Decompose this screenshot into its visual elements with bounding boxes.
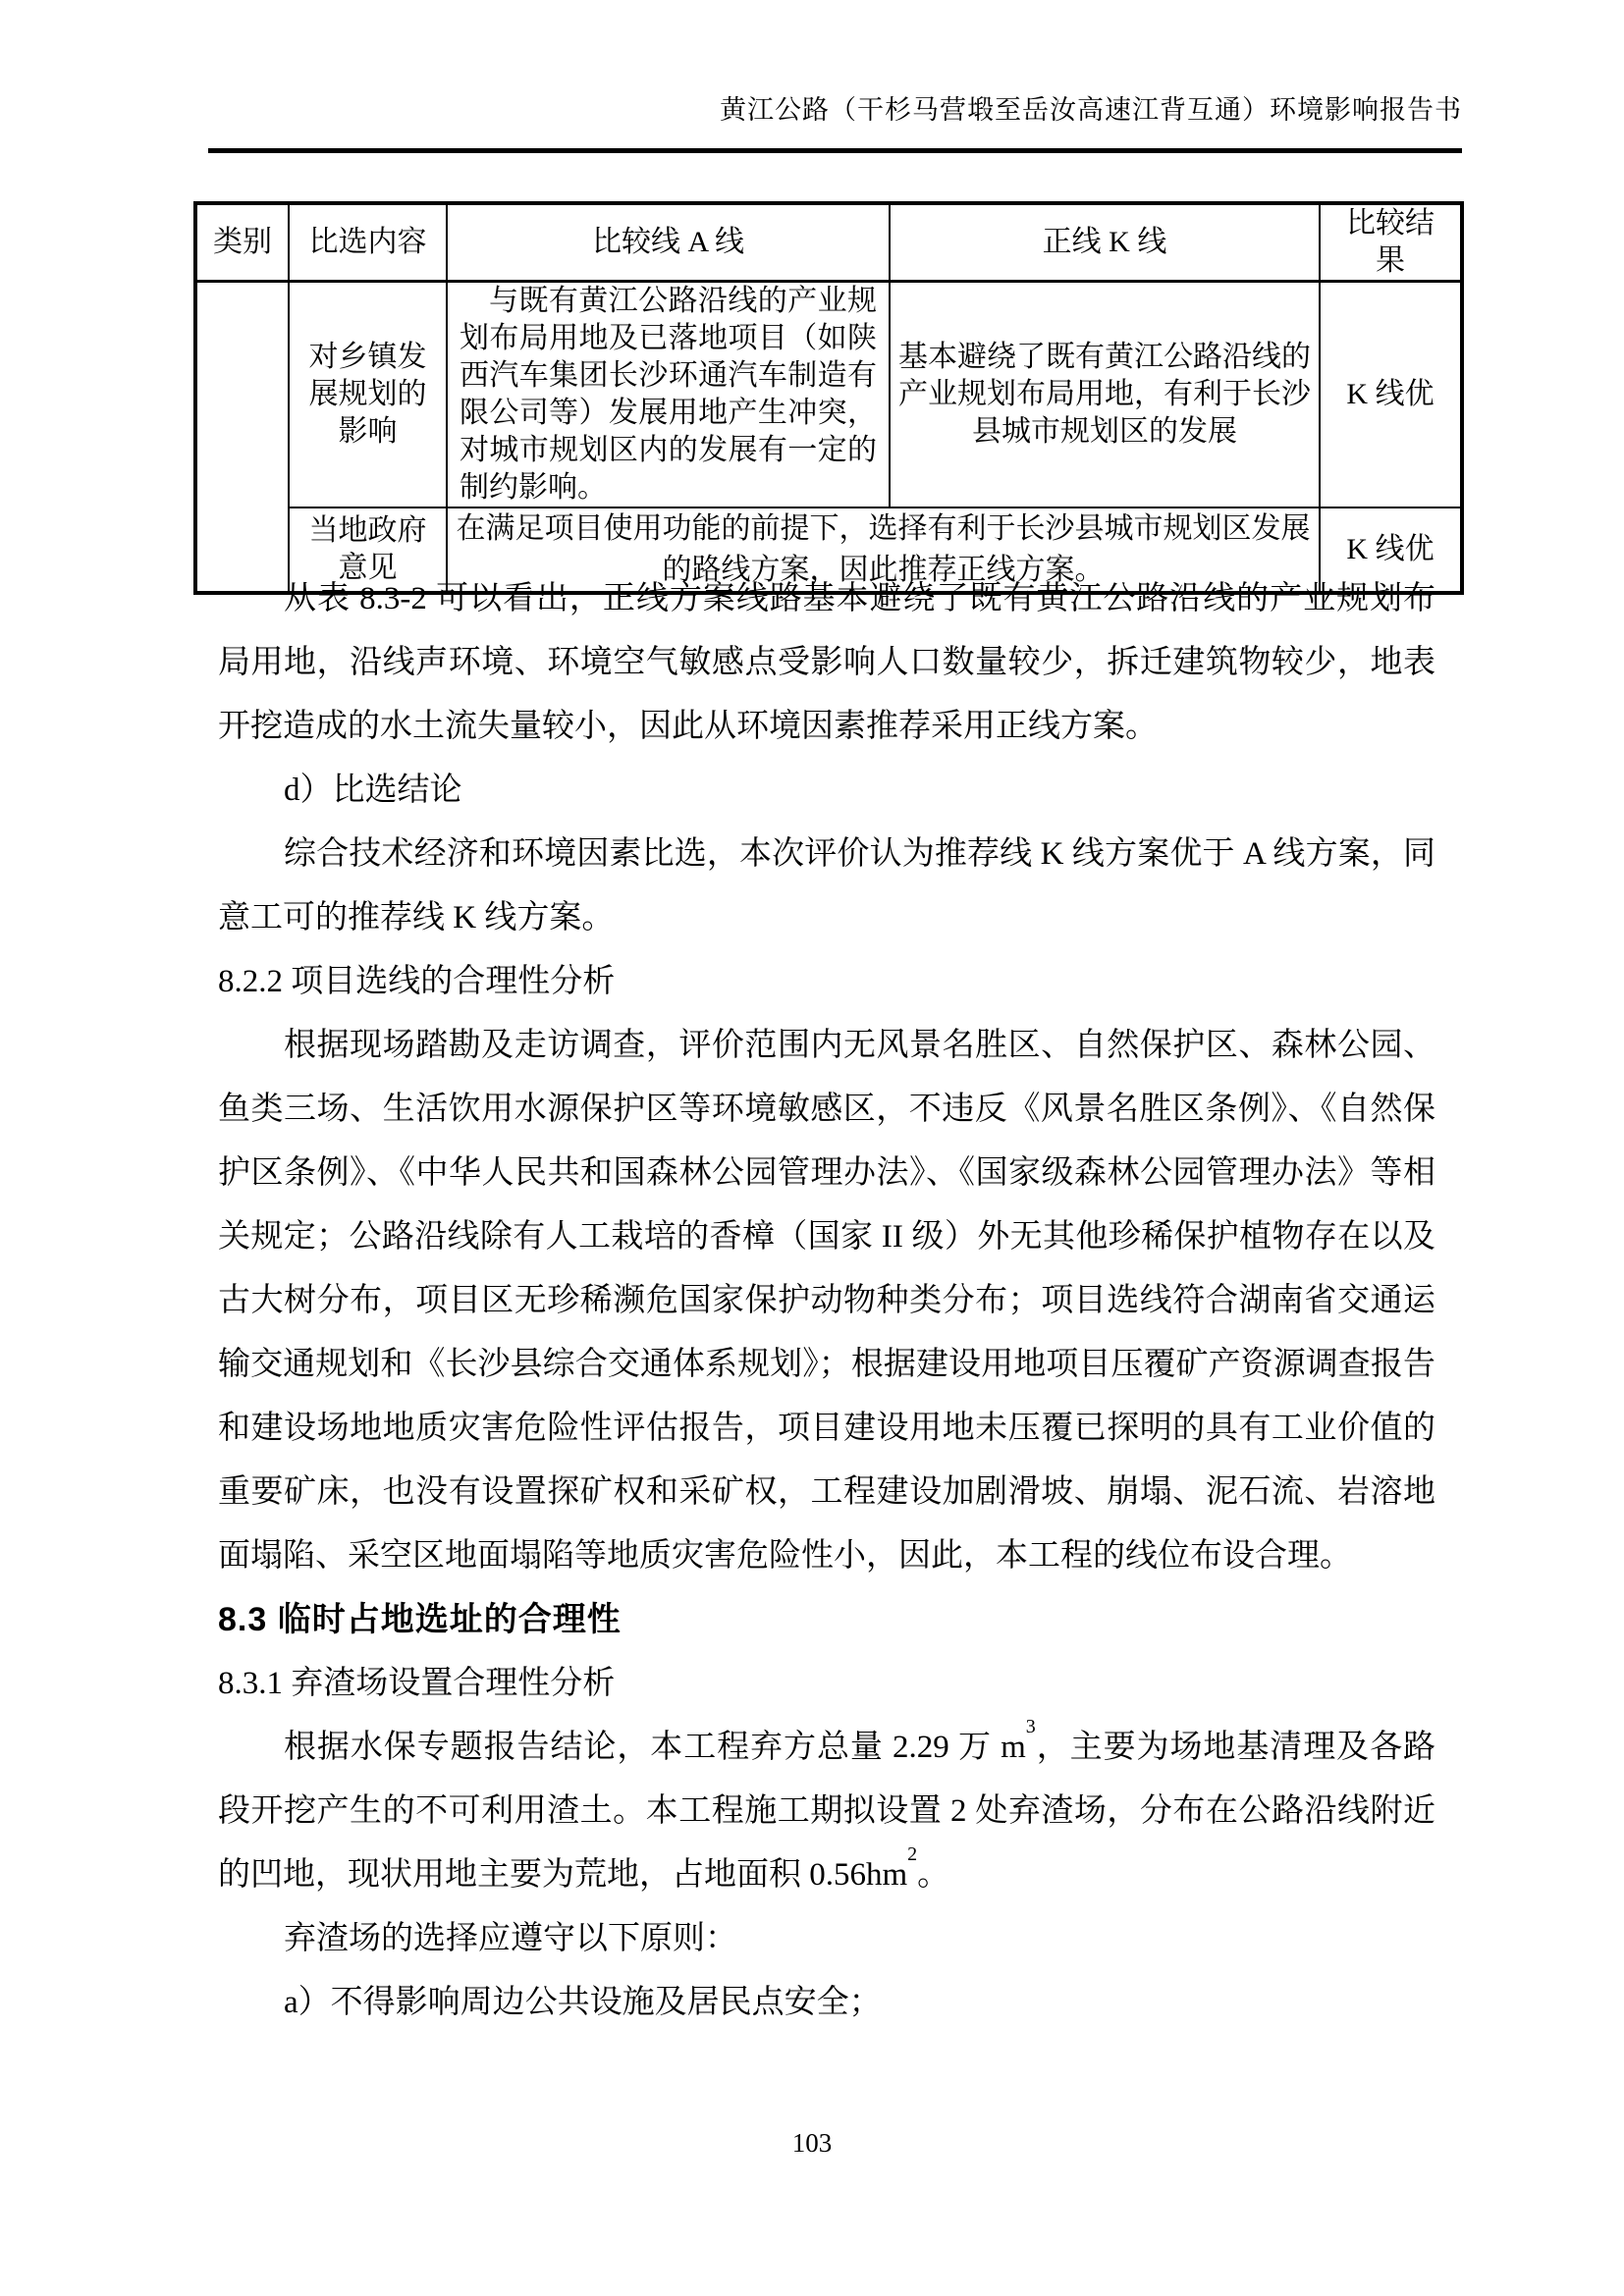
decision-cell: 在满足项目使用功能的前提下，选择有利于长沙县城市规划区发展的路线方案，因此推荐正线方案。 xyxy=(447,507,1320,593)
heading-8-3-1: 8.3.1 弃渣场设置合理性分析 xyxy=(218,1666,616,1701)
page-number: 103 xyxy=(791,2128,833,2158)
paragraph-table-summary: 从表 8.3-2 可以看出，正线方案线路基本避绕了既有黄江公路沿线的产业规划布局用地，沿线声环境、环境空气敏感点受影响人口数量较少，拆迁建筑物较少，地表开挖造成的水土流失量较小，因此从环境因素推荐采用正线方案。 xyxy=(218,581,1435,744)
header-rule xyxy=(208,148,1462,153)
spoil-text-3: 。 xyxy=(917,1857,950,1893)
spoil-text-1: 根据水保专题报告结论，本工程弃方总量 2.29 万 m xyxy=(284,1730,1026,1765)
paragraph-item-d: d）比选结论 xyxy=(284,773,462,808)
result-cell: K 线优 xyxy=(1320,507,1462,593)
heading-8-3: 8.3 临时占地选址的合理性 xyxy=(218,1601,622,1638)
category-cell xyxy=(195,282,289,594)
line-k-cell: 基本避绕了既有黄江公路沿线的产业规划布局用地，有利于长沙县城市规划区的发展 xyxy=(890,282,1320,508)
page-header xyxy=(208,88,1462,127)
body-text xyxy=(218,567,1435,2035)
superscript-square: 2 xyxy=(907,1843,918,1865)
item-cell: 当地政府意见 xyxy=(289,507,447,593)
col-header-line-a: 比较线 A 线 xyxy=(447,203,890,282)
paragraph-route-analysis: 根据现场踏勘及走访调查，评价范围内无风景名胜区、自然保护区、森林公园、鱼类三场、生活饮用水源保护区等环境敏感区，不违反《风景名胜区条例》、《自然保护区条例》、《中华人民共和国森林公园管理办法》、《国家级森林公园管理办法》等相关规定；公路沿线除有人工栽培的香樟（国家 II 级）外无其他珍稀保护植物存在以及古大树分布，项目区无珍稀濒危国家保护动物种类分布；项目选线符合湖南省交通运输交通规划和《长沙县综合交通体系规划》；根据建设用地项目压覆矿产资源调查报告和建设场地地质灾害危险性评估报告，项目建设用地未压覆已探明的具有工业价值的重要矿床，也没有设置探矿权和采矿权，工程建设加剧滑坡、崩塌、泥石流、岩溶地面塌陷、采空区地面塌陷等地质灾害危险性小，因此，本工程的线位布设合理。 xyxy=(218,1028,1435,1574)
heading-8-2-2: 8.2.2 项目选线的合理性分析 xyxy=(218,964,616,999)
table-header-row xyxy=(195,203,1462,282)
line-a-cell: 与既有黄江公路沿线的产业规划布局用地及已落地项目（如陕西汽车集团长沙环通汽车制造有限公司等）发展用地产生冲突，对城市规划区内的发展有一定的制约影响。 xyxy=(447,282,890,508)
item-cell: 对乡镇发展规划的影响 xyxy=(289,282,447,508)
col-header-result: 比较结果 xyxy=(1320,203,1462,282)
comparison-table xyxy=(193,201,1464,595)
header-title: 黄江公路（干杉马营塅至岳汝高速江背互通）环境影响报告书 xyxy=(720,95,1462,125)
paragraph-spoil-ground xyxy=(218,1716,1435,1907)
col-header-category: 类别 xyxy=(195,203,289,282)
result-cell: K 线优 xyxy=(1320,282,1462,508)
table-row xyxy=(195,282,1462,508)
col-header-line-k: 正线 K 线 xyxy=(890,203,1320,282)
col-header-item: 比选内容 xyxy=(289,203,447,282)
paragraph-principle-a: a）不得影响周边公共设施及居民点安全； xyxy=(284,1985,882,2020)
spoil-text-2: ，主要为场地基清理及各路段开挖产生的不可利用渣土。本工程施工期拟设置 2 处弃渣场，分布在公路沿线附近的凹地，现状用地主要为荒地，占地面积 0.56hm xyxy=(218,1730,1435,1893)
paragraph-principles-intro: 弃渣场的选择应遵守以下原则： xyxy=(284,1921,737,1956)
paragraph-conclusion: 综合技术经济和环境因素比选，本次评价认为推荐线 K 线方案优于 A 线方案，同意工可的推荐线 K 线方案。 xyxy=(218,836,1435,935)
superscript-cubic: 3 xyxy=(1025,1716,1036,1737)
